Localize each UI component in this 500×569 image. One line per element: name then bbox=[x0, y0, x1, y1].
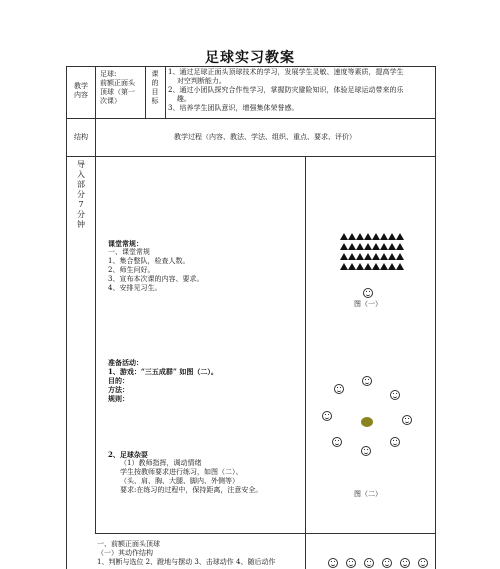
objective-line: 1、通过足球正面头顶球技术的学习，发展学生灵敏、速度等素质，提高学生 bbox=[168, 68, 404, 76]
student-smiley-icon bbox=[402, 415, 412, 425]
student-smiley-icon bbox=[332, 437, 342, 447]
table-rule bbox=[95, 66, 96, 118]
student-smiley-icon bbox=[400, 558, 410, 568]
student-triangle-icon bbox=[388, 253, 396, 260]
prep-section bbox=[108, 358, 303, 403]
table-rule bbox=[95, 533, 435, 534]
student-triangle-icon bbox=[340, 243, 348, 250]
part2-line: （一）其动作结构 bbox=[97, 549, 153, 557]
student-smiley-icon bbox=[322, 411, 332, 421]
objective-line: 对空判断能力。 bbox=[168, 77, 226, 85]
table-rule bbox=[145, 66, 146, 118]
student-triangle-icon bbox=[396, 243, 404, 250]
student-triangle-icon bbox=[388, 243, 396, 250]
teaching-content: 足球: 前额正面头 顶球（第一 次课） bbox=[100, 70, 135, 105]
student-triangle-icon bbox=[356, 253, 364, 260]
student-smiley-icon bbox=[364, 558, 374, 568]
football-icon bbox=[361, 417, 373, 427]
student-smiley-icon bbox=[418, 558, 428, 568]
student-triangle-icon bbox=[396, 233, 404, 240]
juggle-section bbox=[108, 450, 303, 495]
part2-section bbox=[97, 540, 304, 567]
student-triangle-icon bbox=[356, 233, 364, 240]
student-smiley-icon bbox=[390, 390, 400, 400]
student-triangle-icon bbox=[356, 243, 364, 250]
process-heading: 教学过程（内容、教法、学法、组织、重点、要求、评价） bbox=[174, 133, 356, 141]
student-triangle-icon bbox=[348, 253, 356, 260]
table-rule bbox=[95, 156, 96, 533]
juggle-title: 2、足球杂耍 bbox=[108, 450, 148, 459]
table-rule bbox=[66, 156, 435, 157]
student-triangle-icon bbox=[364, 243, 372, 250]
prep-line: 规则： bbox=[108, 394, 129, 403]
objective-line: 3、培养学生团队意识，增强集体荣誉感。 bbox=[168, 104, 299, 112]
routine-line: 1、集合整队，检查人数。 bbox=[108, 257, 190, 265]
student-triangle-icon bbox=[348, 243, 356, 250]
student-smiley-icon bbox=[328, 558, 338, 568]
student-triangle-icon bbox=[364, 253, 372, 260]
teacher-smiley-icon bbox=[363, 288, 373, 298]
student-smiley-icon bbox=[361, 446, 371, 456]
part2-line: 一、前额正面头顶球 bbox=[97, 540, 160, 548]
juggle-line: （头、肩、胸、大腿、脚内、外侧等） bbox=[120, 477, 239, 485]
student-triangle-icon bbox=[372, 263, 380, 270]
student-triangle-icon bbox=[340, 253, 348, 260]
student-triangle-icon bbox=[356, 263, 364, 270]
student-triangle-icon bbox=[396, 253, 404, 260]
student-smiley-icon bbox=[334, 384, 344, 394]
table-rule bbox=[435, 66, 436, 569]
prep-line: 目的： bbox=[108, 376, 129, 385]
table-rule bbox=[66, 118, 435, 119]
prep-title: 准备活动： bbox=[108, 358, 143, 367]
student-smiley-icon bbox=[346, 558, 356, 568]
routine-line: 一、课堂常规 bbox=[108, 248, 150, 256]
label-teaching-content: 教学 内容 bbox=[74, 82, 88, 99]
student-triangle-icon bbox=[340, 263, 348, 270]
table-rule bbox=[305, 156, 306, 569]
student-triangle-icon bbox=[380, 233, 388, 240]
table-rule bbox=[66, 66, 67, 569]
routine-line: 3、宣布本次课的内容、要求。 bbox=[108, 275, 204, 283]
prep-line: 方法： bbox=[108, 385, 129, 394]
table-rule bbox=[165, 66, 166, 118]
page-title: 足球实习教案 bbox=[205, 50, 295, 66]
student-triangle-icon bbox=[396, 263, 404, 270]
student-triangle-icon bbox=[364, 233, 372, 240]
juggle-line: 要求:在练习的过程中，保持距离，注意安全。 bbox=[120, 486, 263, 494]
student-triangle-icon bbox=[388, 263, 396, 270]
objectives-list bbox=[168, 68, 434, 113]
student-triangle-icon bbox=[372, 253, 380, 260]
student-triangle-icon bbox=[380, 253, 388, 260]
student-triangle-icon bbox=[380, 263, 388, 270]
label-structure: 结构 bbox=[74, 133, 88, 141]
routine-title: 课堂常规： bbox=[108, 239, 143, 248]
figure1-caption: 图（一） bbox=[354, 300, 382, 308]
student-triangle-icon bbox=[340, 233, 348, 240]
juggle-line: （1）教师指挥，调动情绪 bbox=[120, 459, 202, 467]
student-smiley-icon bbox=[362, 376, 372, 386]
objective-line: 趣。 bbox=[168, 95, 191, 103]
routine-line: 4、安排见习生。 bbox=[108, 284, 162, 292]
table-rule bbox=[66, 66, 435, 67]
prep-line: 1、游戏：“三五成群” 如图（二）。 bbox=[108, 367, 218, 376]
part1-label: 导 入 部 分 7 分 钟 bbox=[77, 160, 85, 229]
student-triangle-icon bbox=[388, 233, 396, 240]
figure2-caption: 图（二） bbox=[354, 490, 382, 498]
routine-line: 2、师生问好。 bbox=[108, 266, 155, 274]
label-objectives: 课 的 目 标 bbox=[151, 70, 159, 105]
student-triangle-icon bbox=[348, 233, 356, 240]
student-triangle-icon bbox=[372, 233, 380, 240]
student-triangle-icon bbox=[372, 243, 380, 250]
student-smiley-icon bbox=[390, 437, 400, 447]
student-smiley-icon bbox=[382, 558, 392, 568]
objective-line: 2、通过小团队探究合作性学习，掌握防灾避险知识，体验足球运动带来的乐 bbox=[168, 86, 404, 94]
student-triangle-icon bbox=[380, 243, 388, 250]
juggle-line: 学生按教师要求进行练习，如图（二）、 bbox=[120, 468, 243, 476]
part2-line: 1、判断与选位 2、蹬地与摆动 3、击球动作 4、随后动作 bbox=[97, 558, 276, 566]
student-triangle-icon bbox=[348, 263, 356, 270]
formation-triangles bbox=[340, 232, 404, 272]
student-triangle-icon bbox=[364, 263, 372, 270]
routine-section bbox=[108, 239, 303, 293]
